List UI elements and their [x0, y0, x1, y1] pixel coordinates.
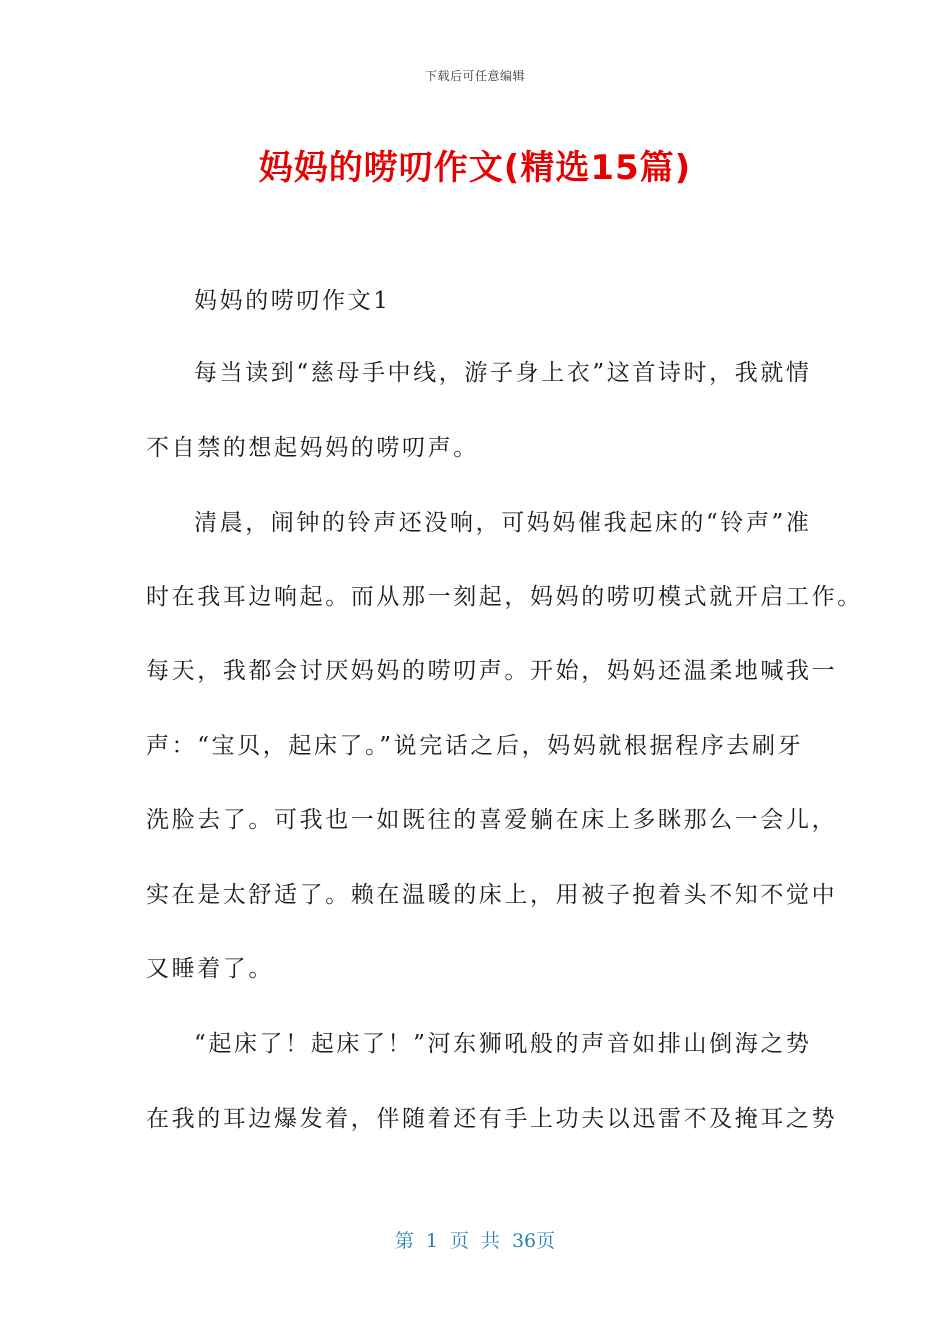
page-number: 1 [425, 1230, 438, 1252]
paragraph-line: 实在是太舒适了。赖在温暖的床上，用被子抱着头不知不觉中 [146, 882, 838, 908]
page-footer [0, 1226, 950, 1253]
paragraph-line: 清晨，闹钟的铃声还没响，可妈妈催我起床的“铃声”准 [194, 510, 812, 536]
header-note: 下载后可任意编辑 [424, 69, 525, 83]
paragraph-line: “起床了！起床了！”河东狮吼般的声音如排山倒海之势 [194, 1031, 812, 1057]
paragraph-line: 声：“宝贝，起床了。”说完话之后，妈妈就根据程序去刷牙 [146, 733, 804, 759]
total-pages: 36页 [511, 1230, 556, 1252]
page-mid: 页 [449, 1230, 469, 1252]
section-heading: 妈妈的唠叨作文1 [194, 288, 391, 314]
paragraph-line: 在我的耳边爆发着，伴随着还有手上功夫以迅雷不及掩耳之势 [146, 1106, 838, 1132]
paragraph-line: 时在我耳边响起。而从那一刻起，妈妈的唠叨模式就开启工作。 [146, 584, 863, 610]
total-prefix: 共 [480, 1230, 500, 1252]
paragraph-line: 不自禁的想起妈妈的唠叨声。 [146, 435, 479, 461]
paragraph-line: 每当读到“慈母手中线，游子身上衣”这首诗时，我就情 [194, 360, 812, 386]
document-title: 妈妈的唠叨作文(精选15篇) [258, 148, 692, 188]
page-prefix: 第 [394, 1230, 414, 1252]
paragraph-line: 洗脸去了。可我也一如既往的喜爱躺在床上多眯那么一会儿， [146, 807, 838, 833]
paragraph-line: 每天，我都会讨厌妈妈的唠叨声。开始，妈妈还温柔地喊我一 [146, 658, 838, 684]
paragraph-line: 又睡着了。 [146, 956, 274, 982]
